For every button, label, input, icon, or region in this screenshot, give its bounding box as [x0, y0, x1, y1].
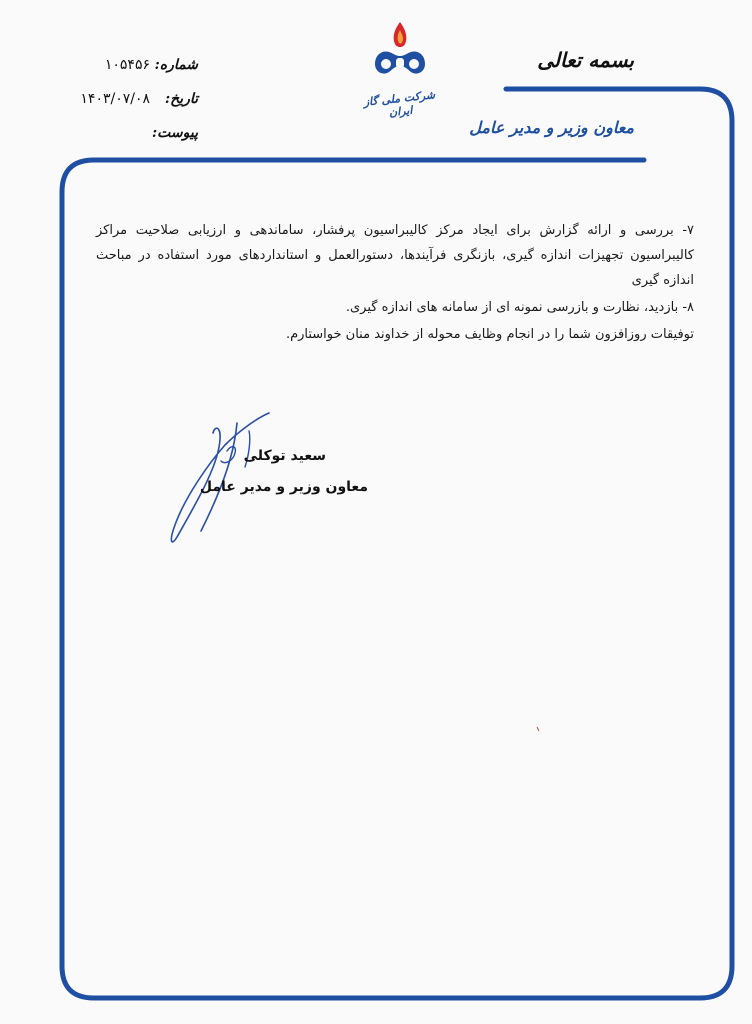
handwritten-signature	[165, 405, 275, 550]
sender-title: معاون وزیر و مدیر عامل	[469, 118, 634, 137]
letter-body	[96, 218, 694, 347]
closing-paragraph: توفیقات روزافزون شما را در انجام وظایف محوله از خداوند منان خواستارم.	[285, 327, 694, 342]
paragraph-item-7: ۷- بررسی و ارائه گزارش برای ایجاد مرکز کالیبراسیون پرفشار، ساماندهی و ارزیابی صلاحیت مراکز کالیبراسیون تجهیزات اندازه گیری، بازنگری فرآیندها، دستورالعمل و استانداردهای مورد استفاده در مباحث اندازه گیری	[96, 223, 694, 288]
date-value: ۱۴۰۳/۰۷/۰۸	[80, 91, 150, 107]
company-logo	[354, 20, 446, 120]
meta-number-row	[78, 48, 198, 82]
signatory-title: معاون وزیر و مدیر عامل	[199, 479, 368, 495]
company-name: شرکت ملی گاز ایران	[363, 88, 436, 120]
signatory-name: سعید توکلی	[243, 448, 326, 464]
number-label: شماره:	[154, 57, 198, 73]
bismillah-heading: بسمه تعالی	[537, 48, 634, 72]
ink-mark	[536, 726, 540, 732]
letter-meta	[78, 48, 198, 150]
meta-attachment-row	[78, 116, 198, 150]
paragraph-item-8: ۸- بازدید، نظارت و بازرسی نمونه ای از سامانه های اندازه گیری.	[345, 300, 694, 315]
date-label: تاریخ:	[164, 91, 198, 107]
attachment-label: پیوست:	[152, 125, 198, 141]
flame-logo-icon	[367, 20, 433, 90]
number-value: ۱۰۵۴۵۶	[104, 57, 150, 73]
meta-date-row	[78, 82, 198, 116]
